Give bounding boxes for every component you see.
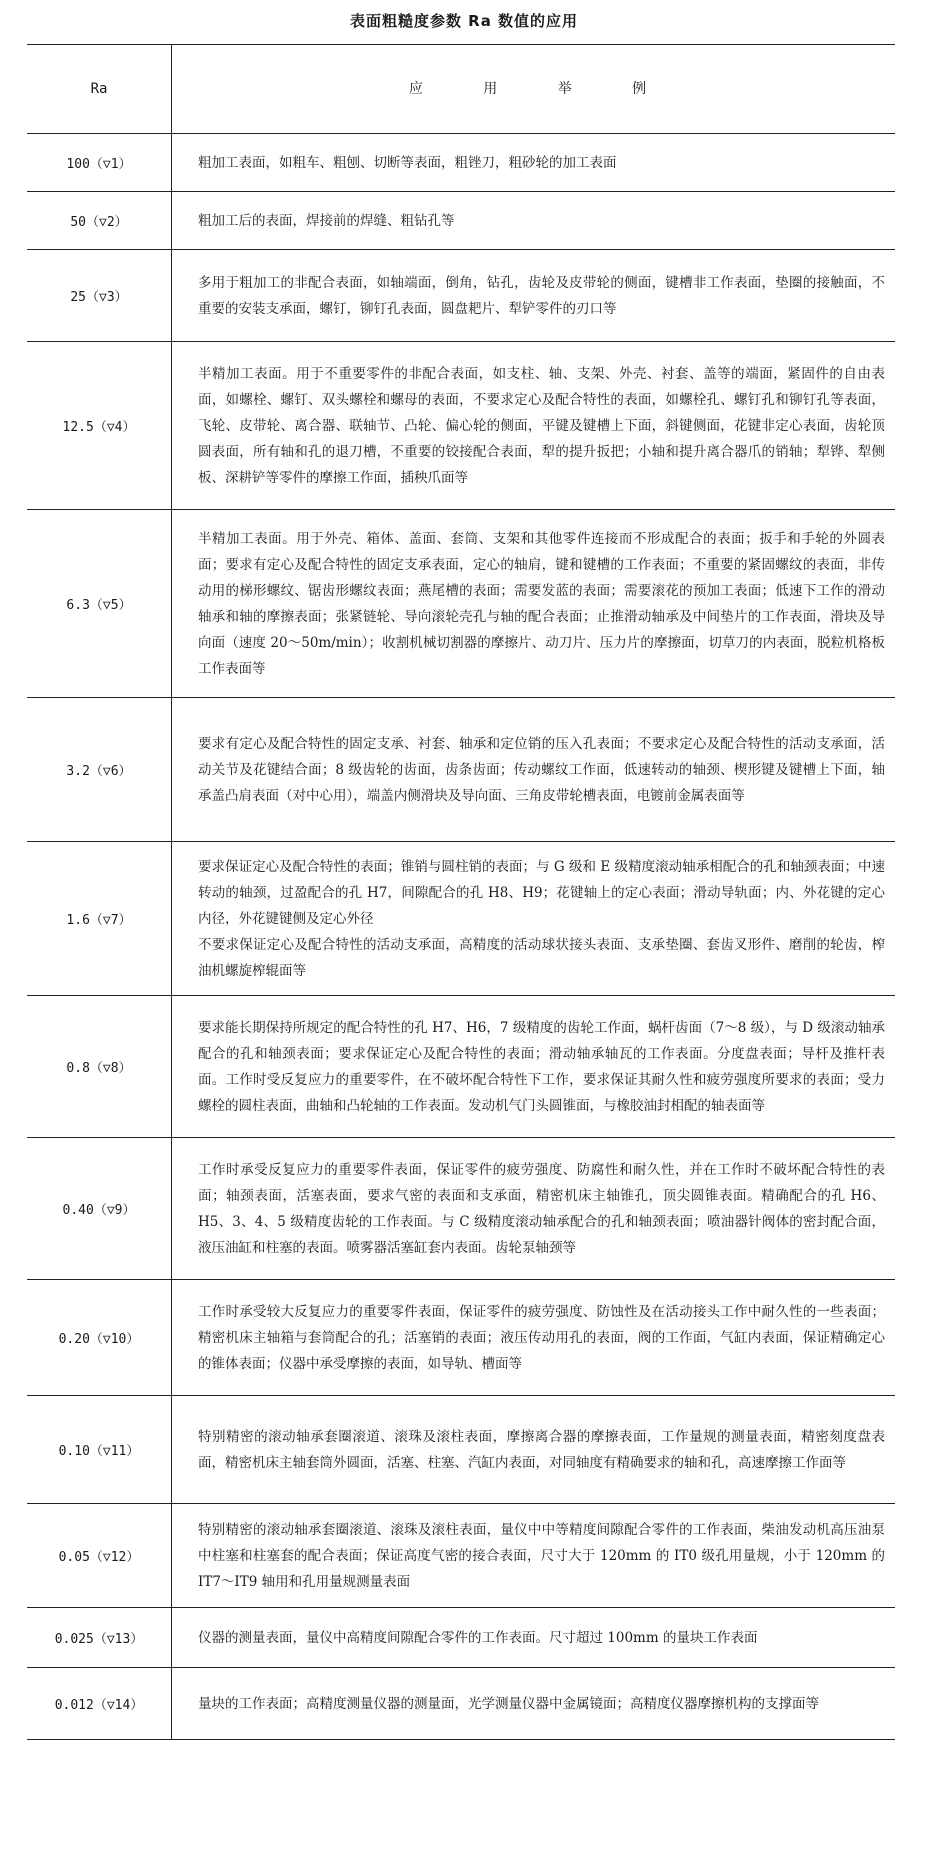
table-row bbox=[27, 1280, 895, 1396]
table-row bbox=[27, 134, 895, 192]
table-row bbox=[27, 1504, 895, 1608]
table-row bbox=[27, 996, 895, 1138]
ra-value: 25（▽3） bbox=[27, 250, 172, 342]
application-text: 要求能长期保持所规定的配合特性的孔 H7、H6，7 级精度的齿轮工作面，蜗杆齿面（7～8 级），与 D 级滚动轴承配合的孔和轴颈表面；要求保证定心及配合特性的表面；滑动轴承轴瓦的工作表面。分度盘表面；导杆及推杆表面。工作时受反复应力的重要零件，在不破坏配合特性下工作，要求保证其耐久性和疲劳强度所要求的表面；受力螺栓的圆柱表面，曲轴和凸轮轴的工作表面。发动机气门头圆锥面，与橡胶油封相配的轴表面等 bbox=[172, 996, 896, 1138]
ra-value: 0.05（▽12） bbox=[27, 1504, 172, 1608]
application-text: 仪器的测量表面，量仪中高精度间隙配合零件的工作表面。尺寸超过 100mm 的量块工作表面 bbox=[172, 1608, 896, 1668]
ra-value: 12.5（▽4） bbox=[27, 342, 172, 510]
table-row bbox=[27, 1668, 895, 1740]
ra-value: 6.3（▽5） bbox=[27, 510, 172, 698]
table-title: 表面粗糙度参数 Ra 数值的应用 bbox=[349, 12, 579, 30]
application-text: 工作时承受较大反复应力的重要零件表面，保证零件的疲劳强度、防蚀性及在活动接头工作中耐久性的一些表面；精密机床主轴箱与套筒配合的孔；活塞销的表面；液压传动用孔的表面，阀的工作面，气缸内表面，保证精确定心的锥体表面；仪器中承受摩擦的表面，如导轨、槽面等 bbox=[172, 1280, 896, 1396]
table-row bbox=[27, 1608, 895, 1668]
table-row bbox=[27, 1396, 895, 1504]
application-text: 要求保证定心及配合特性的表面；锥销与圆柱销的表面；与 G 级和 E 级精度滚动轴承相配合的孔和轴颈表面；中速转动的轴颈，过盈配合的孔 H7，间隙配合的孔 H8、H9；花键轴上的定心表面；滑动导轨面；内、外花键的定心内径，外花键键侧及定心外径 bbox=[198, 858, 885, 927]
application-text: 粗加工表面，如粗车、粗刨、切断等表面，粗锉刀，粗砂轮的加工表面 bbox=[172, 134, 896, 192]
ra-value: 100（▽1） bbox=[27, 134, 172, 192]
application-text-2: 不要求保证定心及配合特性的活动支承面，高精度的活动球状接头表面、支承垫圈、套齿叉形件、磨削的轮齿，榨油机螺旋榨辊面等 bbox=[198, 936, 885, 979]
application-text: 要求有定心及配合特性的固定支承、衬套、轴承和定位销的压入孔表面；不要求定心及配合特性的活动支承面，活动关节及花键结合面；8 级齿轮的齿面，齿条齿面；传动螺纹工作面，低速转动的轴颈、楔形键及键槽上下面，轴承盖凸肩表面（对中心用），端盖内侧滑块及导向面、三角皮带轮槽表面，电镀前金属表面等 bbox=[172, 698, 896, 842]
ra-value: 3.2（▽6） bbox=[27, 698, 172, 842]
table-header-row bbox=[27, 45, 895, 134]
application-text: 半精加工表面。用于不重要零件的非配合表面，如支柱、轴、支架、外壳、衬套、盖等的端面，紧固件的自由表面，如螺栓、螺钉、双头螺栓和螺母的表面，不要求定心及配合特性的表面，如螺栓孔、螺钉孔和铆钉孔等表面，飞轮、皮带轮、离合器、联轴节、凸轮、偏心轮的侧面，平键及键槽上下面，斜键侧面，花键非定心表面，齿轮顶圆表面，所有轴和孔的退刀槽，不重要的铰接配合表面，犁的提升扳把；小轴和提升离合器爪的销轴；犁铧、犁侧板、深耕铲等零件的摩擦工作面，插秧爪面等 bbox=[172, 342, 896, 510]
ra-value: 0.10（▽11） bbox=[27, 1396, 172, 1504]
application-text: 工作时承受反复应力的重要零件表面，保证零件的疲劳强度、防腐性和耐久性，并在工作时不破坏配合特性的表面；轴颈表面，活塞表面，要求气密的表面和支承面，精密机床主轴锥孔，顶尖圆锥表面。精确配合的孔 H6、H5、3、4、5 级精度齿轮的工作表面。与 C 级精度滚动轴承配合的孔和轴颈表面；喷油器针阀体的密封配合面，液压油缸和柱塞的表面。喷雾器活塞缸套内表面。齿轮泵轴颈等 bbox=[172, 1138, 896, 1280]
header-ra: Ra bbox=[27, 45, 172, 134]
ra-value: 0.8（▽8） bbox=[27, 996, 172, 1138]
application-text: 多用于粗加工的非配合表面，如轴端面，倒角，钻孔，齿轮及皮带轮的侧面，键槽非工作表面，垫圈的接触面，不重要的安装支承面，螺钉，铆钉孔表面，圆盘耙片、犁铲零件的刃口等 bbox=[172, 250, 896, 342]
ra-value: 50（▽2） bbox=[27, 192, 172, 250]
ra-value: 1.6（▽7） bbox=[27, 842, 172, 996]
ra-value: 0.20（▽10） bbox=[27, 1280, 172, 1396]
ra-value: 0.012（▽14） bbox=[27, 1668, 172, 1740]
application-text: 特别精密的滚动轴承套圈滚道、滚珠及滚柱表面，摩擦离合器的摩擦表面，工作量规的测量表面，精密刻度盘表面，精密机床主轴套筒外圆面，活塞、柱塞、汽缸内表面，对同轴度有精确要求的轴和孔，高速摩擦工作面等 bbox=[172, 1396, 896, 1504]
application-text: 特别精密的滚动轴承套圈滚道、滚珠及滚柱表面，量仪中中等精度间隙配合零件的工作表面，柴油发动机高压油泵中柱塞和柱塞套的配合表面；保证高度气密的接合表面，尺寸大于 120mm 的 IT0 级孔用量规，小于 120mm 的 IT7～IT9 轴用和孔用量规测量表面 bbox=[172, 1504, 896, 1608]
application-text: 粗加工后的表面，焊接前的焊缝、粗钻孔等 bbox=[172, 192, 896, 250]
ra-value: 0.025（▽13） bbox=[27, 1608, 172, 1668]
table-row bbox=[27, 192, 895, 250]
roughness-table bbox=[27, 44, 895, 1740]
ra-value: 0.40（▽9） bbox=[27, 1138, 172, 1280]
table-row bbox=[27, 842, 895, 996]
table-row bbox=[27, 250, 895, 342]
header-application: 应 用 举 例 bbox=[172, 45, 896, 134]
table-row bbox=[27, 698, 895, 842]
application-text: 半精加工表面。用于外壳、箱体、盖面、套筒、支架和其他零件连接而不形成配合的表面；扳手和手轮的外圆表面；要求有定心及配合特性的固定支承表面，定心的轴肩，键和键槽的工作表面；不重要的紧固螺纹的表面，非传动用的梯形螺纹、锯齿形螺纹表面；燕尾槽的表面；需要发蓝的表面；需要滚花的预加工表面；低速下工作的滑动轴承和轴的摩擦表面；张紧链轮、导向滚轮壳孔与轴的配合表面；止推滑动轴承及中间垫片的工作表面，滑块及导向面（速度 20～50m/min）；收割机械切割器的摩擦片、动刀片、压力片的摩擦面，切草刀的内表面，脱粒机格板工作表面等 bbox=[172, 510, 896, 698]
application-cell bbox=[172, 842, 896, 996]
table-row bbox=[27, 342, 895, 510]
table-row bbox=[27, 510, 895, 698]
table-row bbox=[27, 1138, 895, 1280]
application-text: 量块的工作表面；高精度测量仪器的测量面，光学测量仪器中金属镜面；高精度仪器摩擦机构的支撑面等 bbox=[172, 1668, 896, 1740]
